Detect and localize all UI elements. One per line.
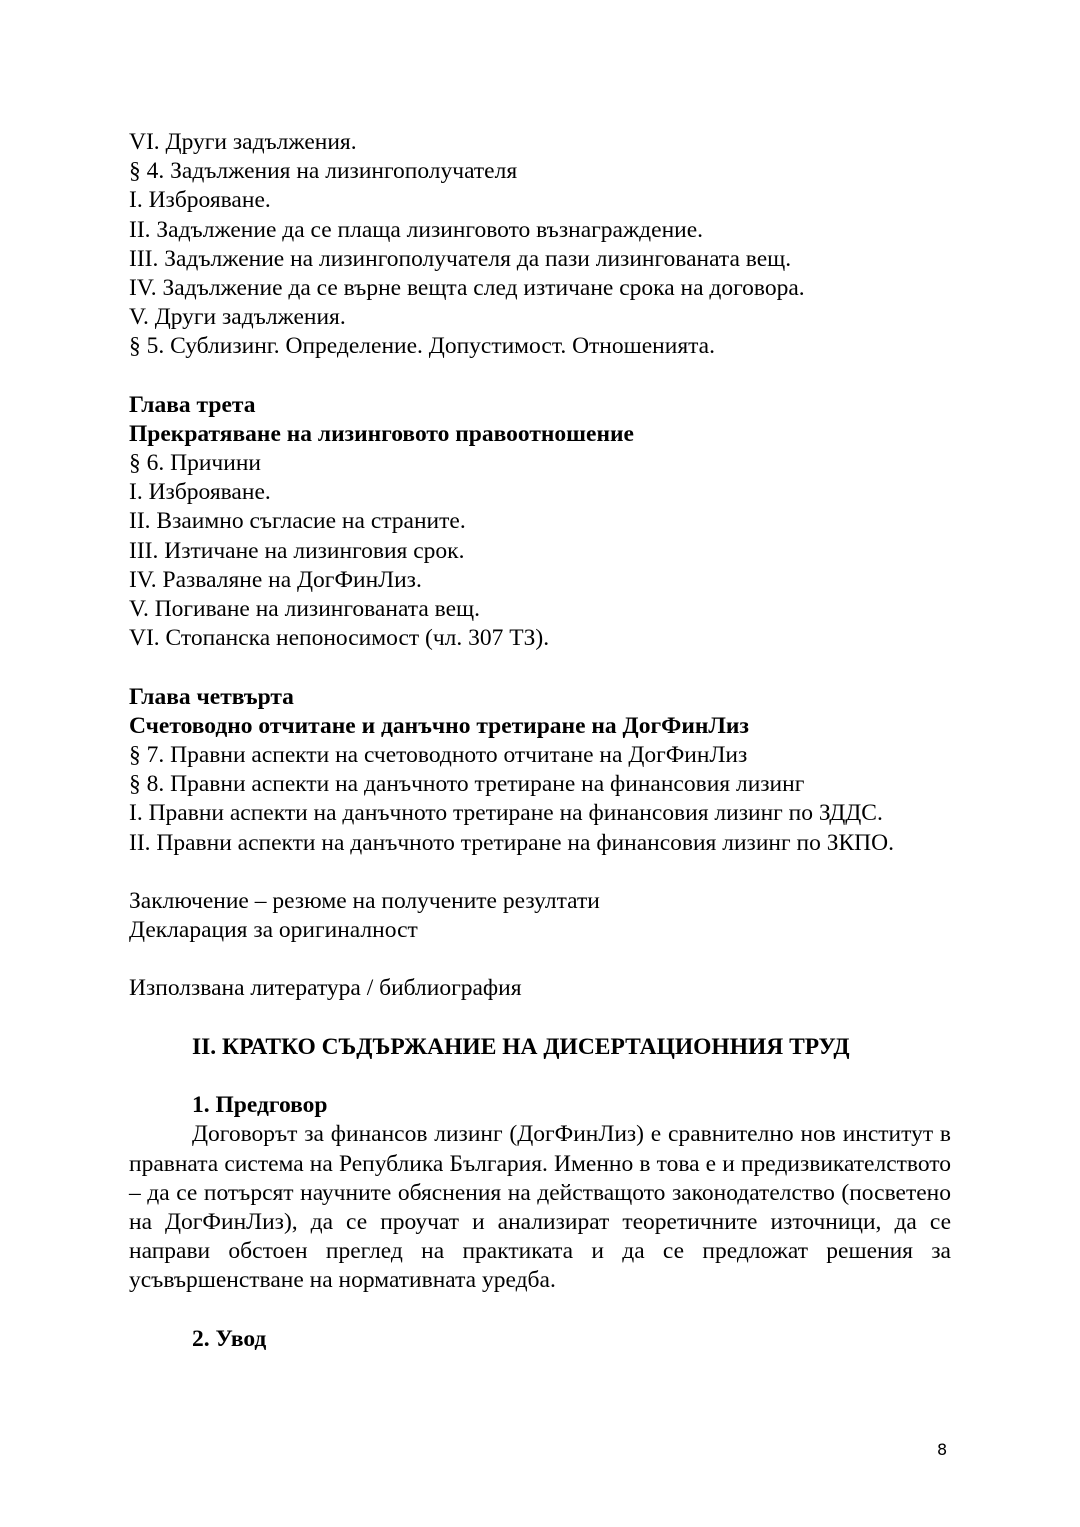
toc-line-declaration: Декларация за оригиналност (129, 917, 418, 944)
spacer (129, 362, 951, 391)
toc-line: V. Други задължения. (129, 304, 346, 331)
toc-line: § 6. Причини (129, 450, 261, 477)
spacer (129, 1296, 951, 1325)
chapter-heading: Глава трета (129, 391, 256, 418)
toc-line: § 4. Задължения на лизингополучателя (129, 158, 518, 185)
foreword-heading: 1. Предговор (192, 1092, 328, 1119)
toc-line: I. Изброяване. (129, 479, 271, 506)
toc-line: II. Задължение да се плаща лизинговото възнаграждение. (129, 216, 704, 243)
foreword-paragraph: Договорът за финансов лизинг (ДогФинЛиз) е сравнително нов институт в правната система на Република България. Именно в това е и предизвикателството – да се потърсят научните обяснения на действащото законодателство (посветено на ДогФинЛиз), да се проучат и анализират теоретичните източници, да се направи обстоен преглед на практиката и да се предложат решения за усъвършенстване на нормативната уредба. (129, 1121, 951, 1294)
toc-line: VI. Други задължения. (129, 129, 357, 155)
spacer (129, 653, 951, 682)
toc-chapter4 (129, 683, 951, 858)
toc-line: § 7. Правни аспекти на счетоводното отчитане на ДогФинЛиз (129, 741, 748, 768)
toc-closing (129, 887, 951, 1004)
toc-line: I. Правни аспекти на данъчното третиране на финансовия лизинг по ЗДДС. (129, 800, 883, 827)
intro-heading: 2. Увод (192, 1325, 267, 1352)
toc-line: VI. Стопанска непоносимост (чл. 307 ТЗ). (129, 625, 550, 652)
chapter-title: Счетоводно отчитане и данъчно третиране на ДогФинЛиз (129, 712, 749, 739)
toc-line-literature: Използвана литература / библиография (129, 975, 522, 1002)
chapter-title: Прекратяване на лизинговото правоотношение (129, 420, 634, 447)
toc-line: III. Изтичане на лизинговия срок. (129, 537, 465, 564)
toc-line: V. Погиване на лизингованата вещ. (129, 596, 480, 622)
toc-line: IV. Разваляне на ДогФинЛиз. (129, 566, 422, 593)
toc-line: II. Взаимно съгласие на страните. (129, 508, 466, 535)
toc-line: IV. Задължение да се върне вещта след изтичане срока на договора. (129, 274, 805, 301)
toc-line: I. Изброяване. (129, 187, 271, 214)
toc-line-conclusion: Заключение – резюме на получените резултати (129, 887, 600, 914)
spacer (129, 858, 951, 887)
section-title: II. КРАТКО СЪДЪРЖАНИЕ НА ДИСЕРТАЦИОННИЯ ТРУД (192, 1033, 850, 1060)
chapter-heading: Глава четвърта (129, 683, 294, 710)
toc-chapter3 (129, 391, 951, 654)
spacer (129, 1004, 951, 1033)
spacer (129, 945, 951, 974)
toc-line: III. Задължение на лизингополучателя да пази лизингованата вещ. (129, 245, 792, 272)
document-page (129, 128, 951, 1354)
toc-line: § 8. Правни аспекти на данъчното третиране на финансовия лизинг (129, 771, 805, 798)
toc-part1 (129, 128, 951, 362)
spacer (129, 1062, 951, 1091)
toc-line: § 5. Сублизинг. Определение. Допустимост. Отношенията. (129, 333, 715, 360)
page-number: 8 (937, 1440, 948, 1459)
toc-line-wrapped: II. Правни аспекти на данъчното третиране на финансовия лизинг по ЗКПО. (129, 829, 894, 856)
section-summary (129, 1033, 951, 1354)
